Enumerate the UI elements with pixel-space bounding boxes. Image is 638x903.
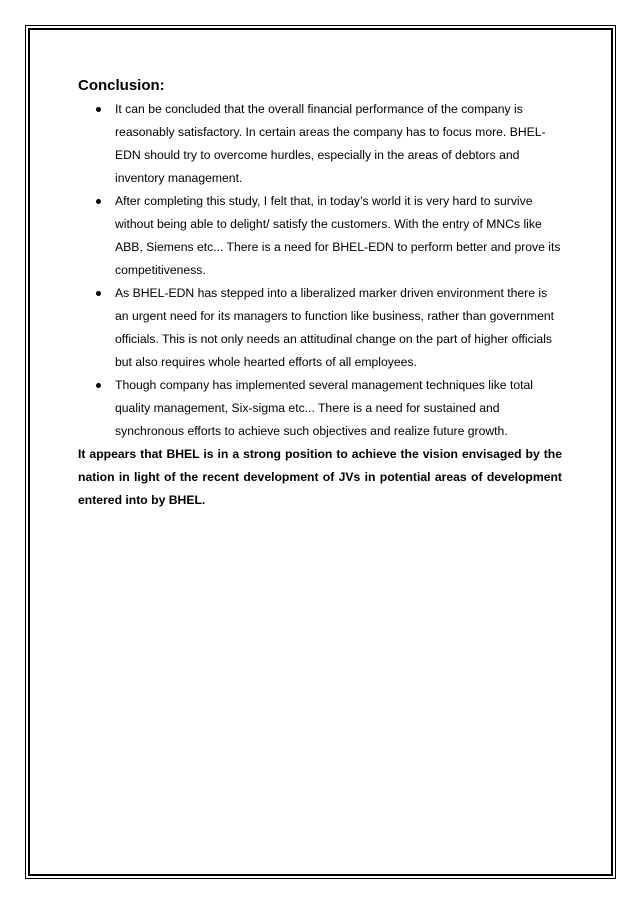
bullet-icon [96,383,101,388]
bullet-icon [96,107,101,112]
point-text: After completing this study, I felt that, in today’s world it is very hard to survive without being able to delight/ satisfy the customers. With the entry of MNCs like ABB, Siemens etc... There is a need for BHEL-EDN to perform better and prove its competitiveness. [115,194,561,277]
point-text: Though company has implemented several management techniques like total quality management, Six-sigma etc... There is a need for sustained and synchronous efforts to achieve such objectives and realize future growth. [115,378,533,438]
bullet-icon [96,291,101,296]
conclusion-heading: Conclusion: [78,77,165,94]
conclusion-point-2 [78,190,562,282]
point-text: It can be concluded that the overall financial performance of the company is reasonably satisfactory. In certain areas the company has to focus more. BHEL-EDN should try to overcome hurdles, especially in the areas of debtors and inventory management. [115,102,546,185]
conclusion-points-list [78,98,562,443]
conclusion-point-4 [78,374,562,443]
page-content [78,76,562,512]
summary-paragraph: It appears that BHEL is in a strong position to achieve the vision envisaged by the nation in light of the recent development of JVs in potential areas of development entered into by BHEL. [78,447,562,507]
point-text: As BHEL-EDN has stepped into a liberalized marker driven environment there is an urgent need for its managers to function like business, rather than government officials. This is not only needs an attitudinal change on the part of higher officials but also requires whole hearted efforts of all employees. [115,286,555,369]
conclusion-point-3 [78,282,562,374]
conclusion-point-1 [78,98,562,190]
bullet-icon [96,199,101,204]
